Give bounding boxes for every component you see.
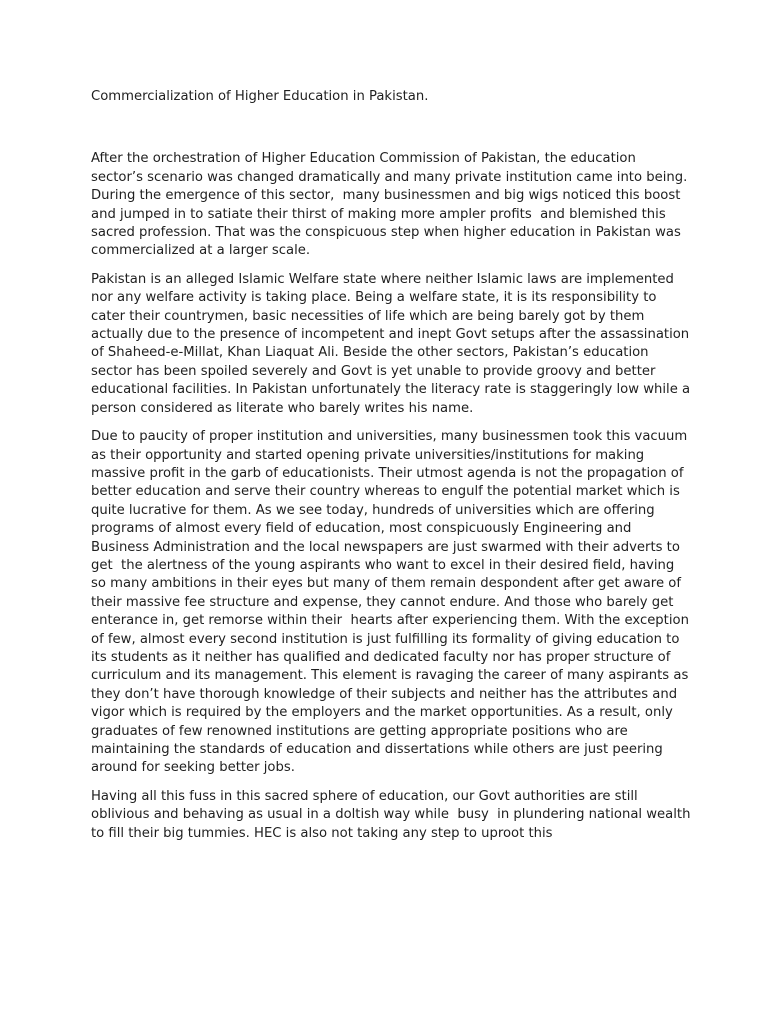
document-title: Commercialization of Higher Education in Pakistan. xyxy=(91,89,429,104)
document-body xyxy=(91,88,695,853)
paragraph-1: After the orchestration of Higher Education Commission of Pakistan, the education sector’s scenario was changed dramatically and many private institution came into being. During the emergence of this sector, many businessmen and big wigs noticed this boost and jumped in to satiate their thirst of making more ampler profits and blemished this sacred profession. That was the conspicuous step when higher education in Pakistan was commercialized at a larger scale. xyxy=(91,151,692,259)
paragraph-4: Having all this fuss in this sacred sphere of education, our Govt authorities are still oblivious and behaving as usual in a doltish way while busy in plundering national wealth to fill their big tummies. HEC is also not taking any step to uproot this xyxy=(91,788,695,841)
title-spacer xyxy=(91,106,691,150)
paragraph-3: Due to paucity of proper institution and universities, many businessmen took this vacuum as their opportunity and started opening private universities/institutions for making massive profit in the garb of educationists. Their utmost agenda is not the propagation of better education and serve their country whereas to engulf the potential market which is quite lucrative for them. As we see today, hundreds of universities which are offering programs of almost every field of education, most conspicuously Engineering and Business Administration and the local newspapers are just swarmed with their adverts to get the alertness of the young aspirants who want to excel in their desired field, having so many ambitions in their eyes but many of them remain despondent after get aware of their massive fee structure and expense, they cannot endure. And those who barely get enterance in, get remorse within their hearts after experiencing them. With the exception of few, almost every second institution is just fulfilling its formality of giving education to its students as it neither has qualified and dedicated faculty nor has proper structure of curriculum and its management. This element is ravaging the career of many aspirants as they don’t have thorough knowledge of their subjects and neither has the attributes and vigor which is required by the employers and the market opportunities. As a result, only graduates of few renowned institutions are getting appropriate positions who are maintaining the standards of education and dissertations while others are just peering around for seeking better jobs. xyxy=(91,429,694,776)
paragraph-2: Pakistan is an alleged Islamic Welfare state where neither Islamic laws are implemented nor any welfare activity is taking place. Being a welfare state, it is its responsibility to cater their countrymen, basic necessities of life which are being barely got by them actually due to the presence of incompetent and inept Govt setups after the assassination of Shaheed-e-Millat, Khan Liaquat Ali. Beside the other sectors, Pakistan’s education sector has been spoiled severely and Govt is yet unable to provide groovy and better educational facilities. In Pakistan unfortunately the literacy rate is staggeringly low while a person considered as literate who barely writes his name. xyxy=(91,271,695,416)
